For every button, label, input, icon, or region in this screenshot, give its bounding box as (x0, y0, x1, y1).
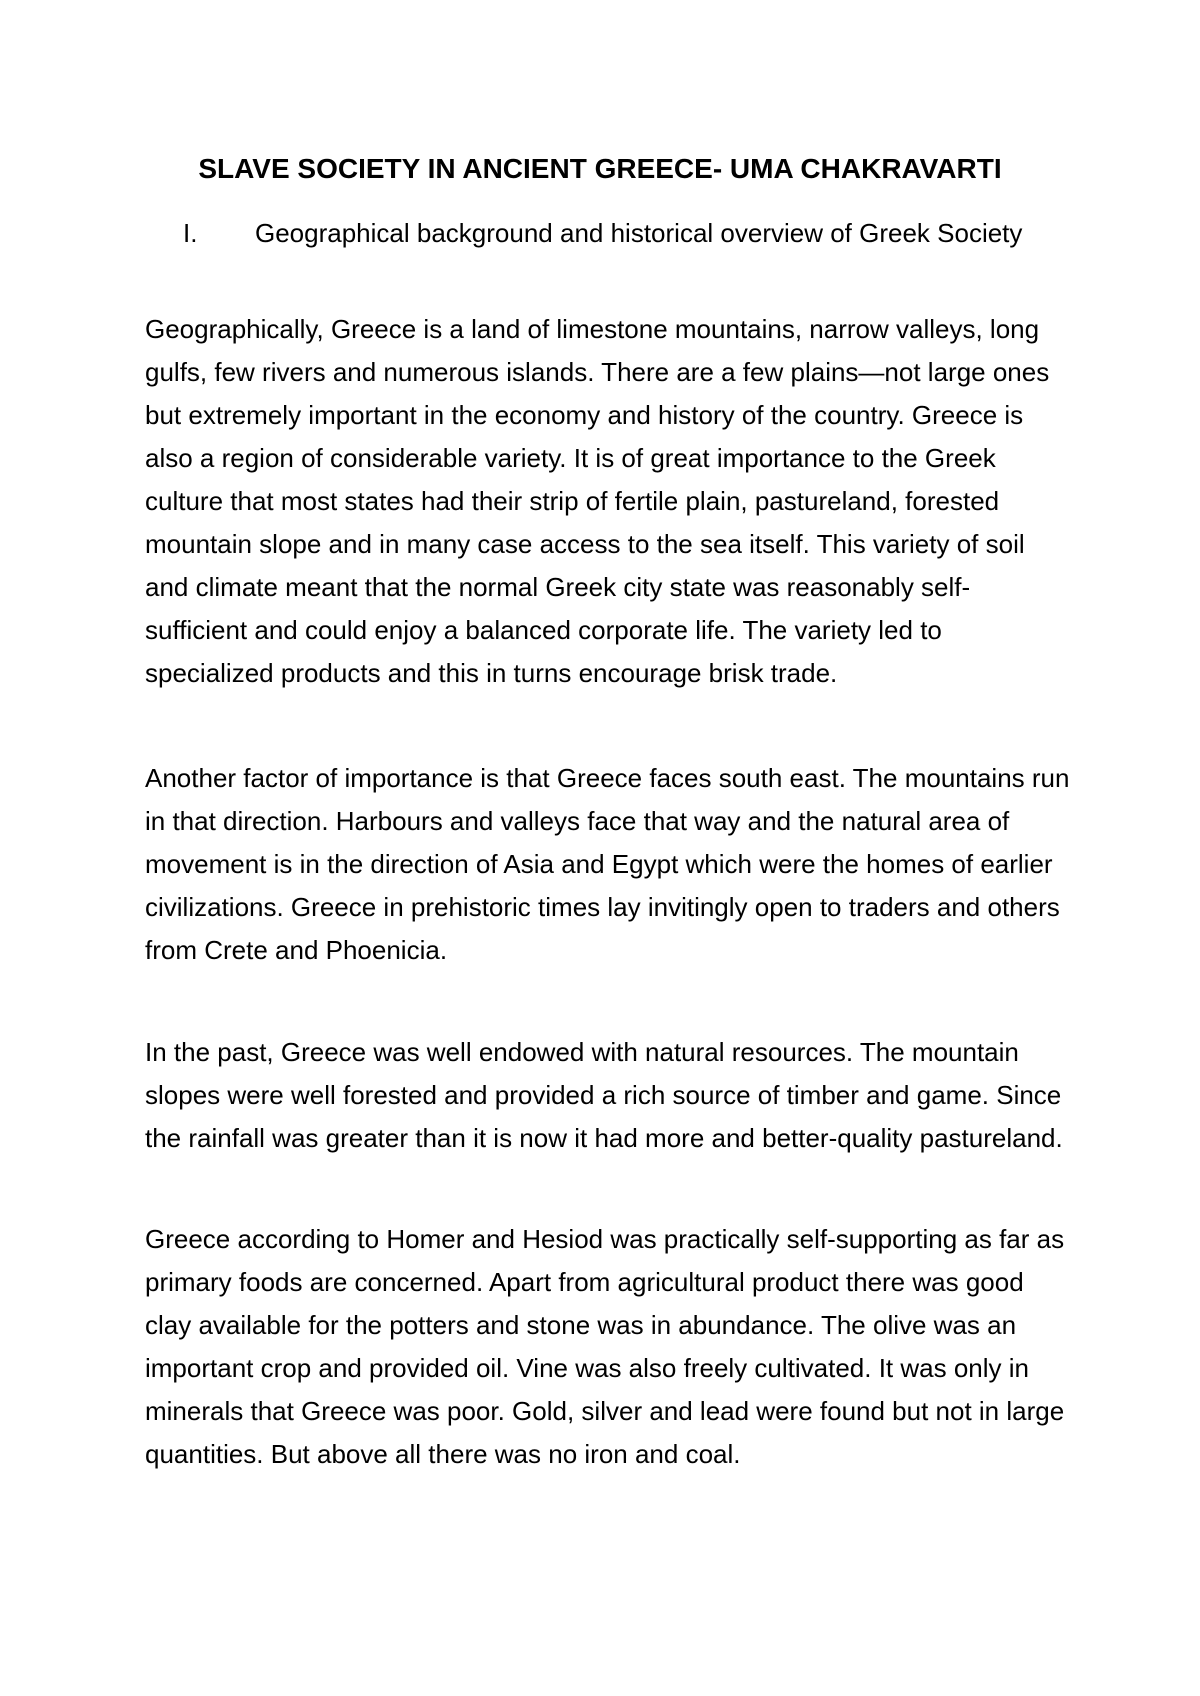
document-title: SLAVE SOCIETY IN ANCIENT GREECE- UMA CHAKRAVARTI (198, 153, 1002, 184)
paragraph-economy: Greece according to Homer and Hesiod was practically self-supporting as far as primary foods are concerned. Apart from agricultural product there was good clay available for the potters and stone was in abundance. The olive was an important crop and provided oil. Vine was also freely cultivated. It was only in minerals that Greece was poor. Gold, silver and lead were found but not in large quantities. But above all there was no iron and coal. (145, 1224, 1065, 1469)
paragraph-orientation: Another factor of importance is that Greece faces south east. The mountains run in that direction. Harbours and valleys face that way and the natural area of movement is in the direction of Asia and Egypt which were the homes of earlier civilizations. Greece in prehistoric times lay invitingly open to traders and others from Crete and Phoenicia. (145, 763, 1070, 965)
paragraph-resources: In the past, Greece was well endowed with natural resources. The mountain slopes were well forested and provided a rich source of timber and game. Since the rainfall was greater than it is now it had more and better-quality pastureland. (145, 1037, 1063, 1153)
section-number: I. (183, 218, 198, 248)
section-heading-text: Geographical background and historical overview of Greek Society (255, 218, 1023, 248)
paragraph-geography: Geographically, Greece is a land of limestone mountains, narrow valleys, long gulfs, few rivers and numerous islands. There are a few plains—not large ones but extremely important in the economy and history of the country. Greece is also a region of considerable variety. It is of great importance to the Greek culture that most states had their strip of fertile plain, pastureland, forested mountain slope and in many case access to the sea itself. This variety of soil and climate meant that the normal Greek city state was reasonably self-sufficient and could enjoy a balanced corporate life. The variety led to specialized products and this in turns encourage brisk trade. (145, 314, 1050, 688)
